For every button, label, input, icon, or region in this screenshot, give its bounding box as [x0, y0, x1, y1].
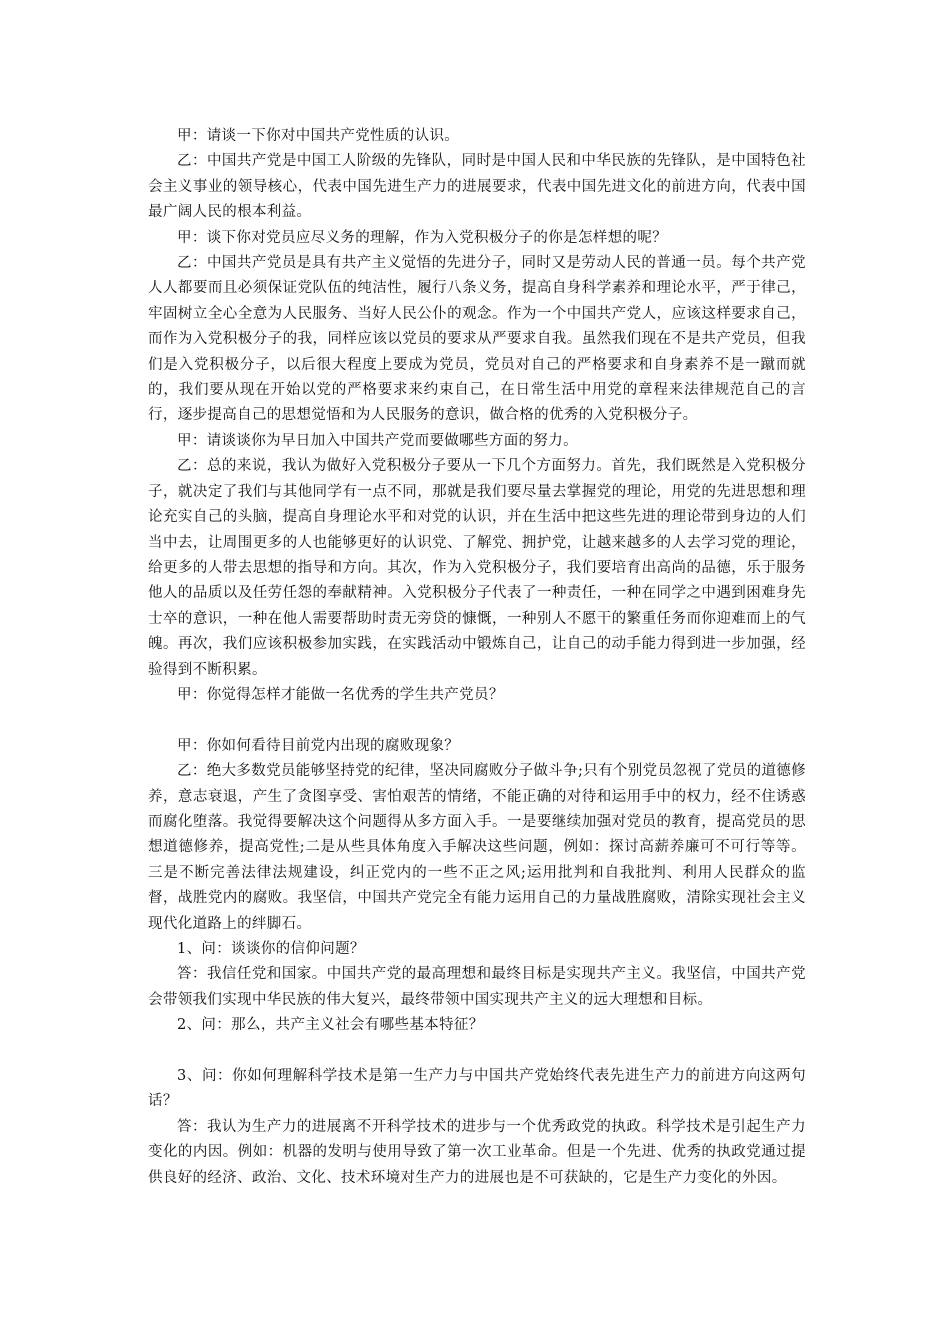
paragraph-q-belief: 1、问：谈谈你的信仰问题？ [177, 940, 365, 957]
paragraph-a-corruption: 乙：绝大多数党员能够坚持党的纪律，坚决同腐败分子做斗争;只有个别党员忽视了党员的道德修养，意志衰退，产生了贪图享受、害怕艰苦的情绪，不能正确的对待和运用手中的权力，经不住诱惑而腐化堕落。我觉得要解决这个问题得从多方面入手。一是要继续加强对党员的教育，提高党员的思想道德修养，提高党性;二是从些具体角度入手解决这些问题，例如：探讨高薪养廉可不可行等等。三是不断完善法律法规建设，纠正党内的一些不正之风;运用批判和自我批判、利用人民群众的监督，战胜党内的腐败。我坚信，中国共产党完全有能力运用自己的力量战胜腐败，清除实现社会主义现代化道路上的绊脚石。 [148, 763, 806, 932]
paragraph-q-science-productivity: 3、问：你如何理解科学技术是第一生产力与中国共产党始终代表先进生产力的前进方向这两句话？ [148, 1068, 806, 1110]
paragraph-a-member-duties: 乙：中国共产党员是具有共产主义觉悟的先进分子，同时又是劳动人民的普通一员。每个共产党人人都要而且必须保证党队伍的纯洁性，履行八条义务，提高自身科学素养和理论水平，严于律己，牢固树立全心全意为人民服务、当好人民公仆的观念。作为一个中国共产党人，应该这样要求自己，而作为入党积极分子的我，同样应该以党员的要求从严要求自我。虽然我们现在不是共产党员，但我们是入党积极分子，以后很大程度上要成为党员，党员对自己的严格要求和自身素养不是一蹴而就的，我们要从现在开始以党的严格要求来约束自己，在日常生活中用党的章程来法律规范自己的言行，逐步提高自己的思想觉悟和为人民服务的意识，做合格的优秀的入党积极分子。 [148, 255, 806, 424]
document-body [148, 124, 806, 1191]
paragraph-a-party-nature: 乙：中国共产党是中国工人阶级的先锋队，同时是中国人民和中华民族的先锋队，是中国特色社会主义事业的领导核心，代表中国先进生产力的进展要求，代表中国先进文化的前进方向，代表中国最广阔人民的根本利益。 [148, 153, 806, 221]
paragraph-q-excellent-member: 甲：你觉得怎样才能做一名优秀的学生共产党员？ [177, 686, 504, 703]
paragraph-q-party-nature: 甲：请谈一下你对中国共产党性质的认识。 [177, 128, 460, 144]
paragraph-a-belief: 答：我信任党和国家。中国共产党的最高理想和最终目标是实现共产主义。我坚信，中国共产党会带领我们实现中华民族的伟大复兴，最终带领中国实现共产主义的远大理想和目标。 [148, 966, 806, 1008]
paragraph-q-communism-features: 2、问：那么，共产主义社会有哪些基本特征？ [177, 1017, 484, 1034]
paragraph-a-science-productivity: 答：我认为生产力的进展离不开科学技术的进步与一个优秀政党的执政。科学技术是引起生产力变化的内因。例如：机器的发明与使用导致了第一次工业革命。但是一个先进、优秀的执政党通过提供良好的经济、政治、文化、技术环境对生产力的进展也是不可获缺的，它是生产力变化的外因。 [148, 1118, 806, 1186]
paragraph-q-member-duties: 甲：谈下你对党员应尽义务的理解，作为入党积极分子的你是怎样想的呢？ [177, 229, 668, 246]
blank-line [148, 1039, 806, 1064]
paragraph-q-efforts: 甲：请谈谈你为早日加入中国共产党而要做哪些方面的努力。 [177, 432, 578, 449]
blank-line [148, 708, 806, 733]
paragraph-a-efforts: 乙：总的来说，我认为做好入党积极分子要从一下几个方面努力。首先，我们既然是入党积极分子，就决定了我们与其他同学有一点不同，那就是我们要尽量去掌握党的理论，用党的先进思想和理论充实自己的头脑，提高自身理论水平和对党的认识，并在生活中把这些先进的理论带到身边的人们当中去，让周围更多的人也能够更好的认识党、了解党、拥护党，让越来越多的人去学习党的理论，给更多的人带去思想的指导和方向。其次，作为入党积极分子，我们要培育出高尚的品德，乐于服务他人的品质以及任劳任怨的奉献精神。入党积极分子代表了一种责任，一种在同学之中遇到困难身先士卒的意识，一种在他人需要帮助时责无旁贷的慷慨，一种别人不愿干的繁重任务而你迎难而上的气魄。再次，我们应该积极参加实践，在实践活动中锻炼自己，让自己的动手能力得到进一步加强，经验得到不断积累。 [148, 458, 806, 678]
paragraph-q-corruption: 甲：你如何看待目前党内出现的腐败现象？ [177, 737, 460, 754]
